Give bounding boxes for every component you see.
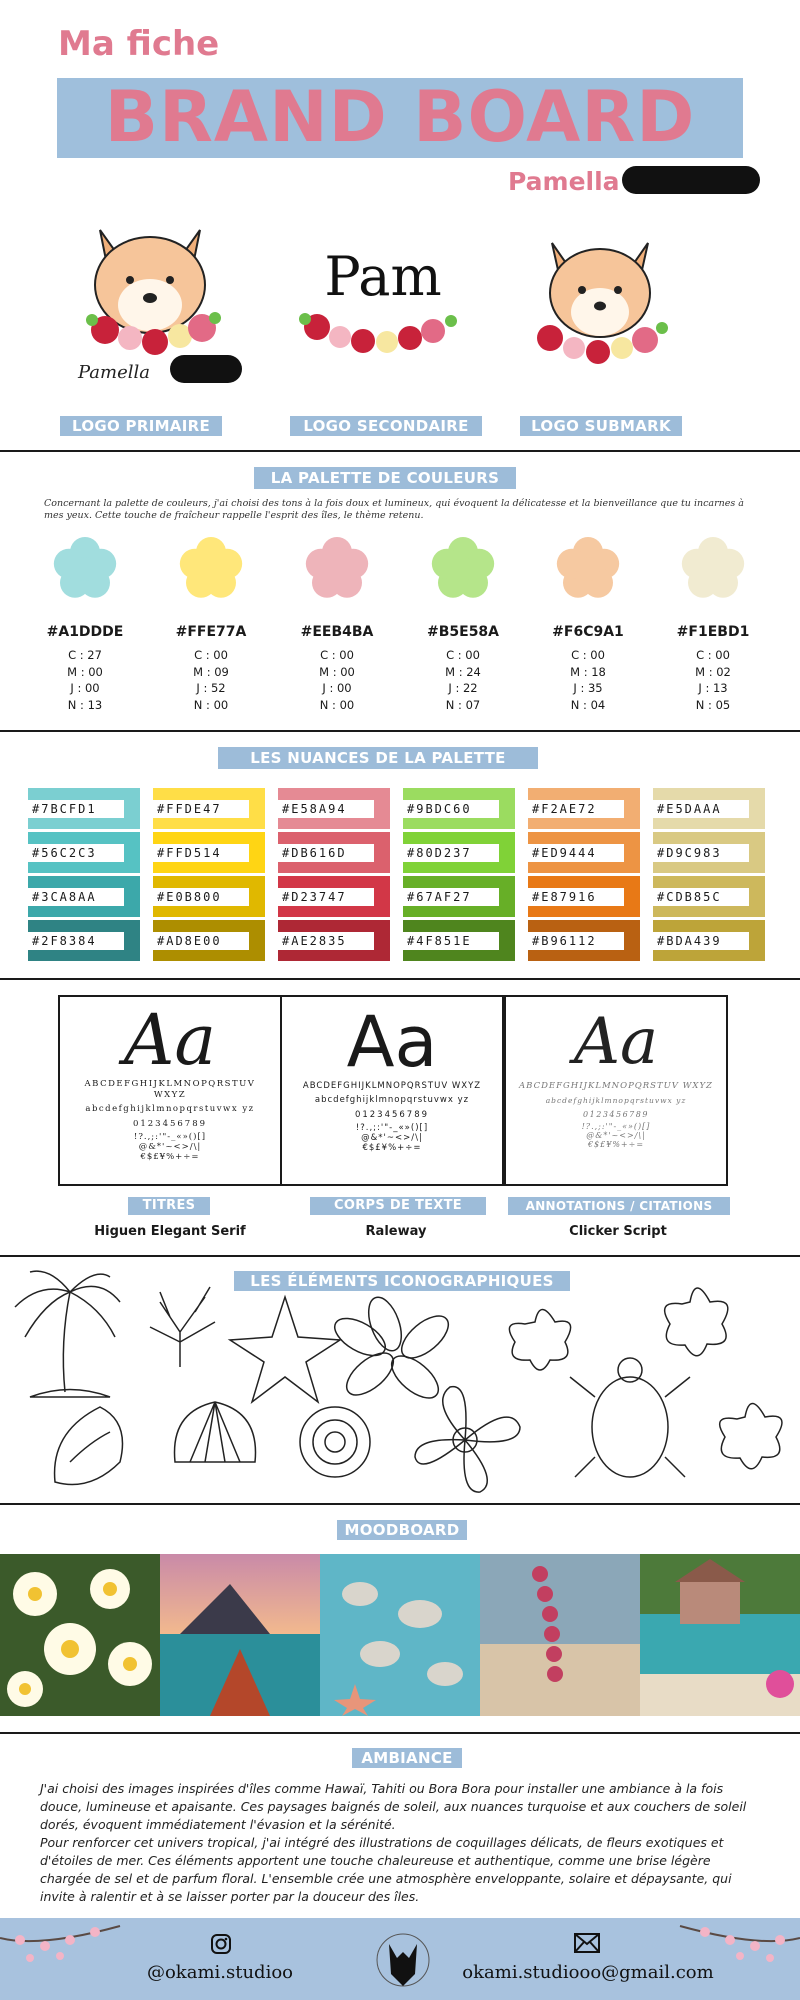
frangipani-icon — [509, 1310, 570, 1371]
photo-pebbles-starfish — [320, 1554, 480, 1716]
lei-flowers-icon — [299, 313, 457, 353]
photo-tropical-cabin — [640, 1554, 800, 1716]
color-cmyk-j: J : 00 — [70, 681, 100, 695]
font-symbols: !?.,;:'"-_«»()[] — [133, 1132, 207, 1142]
color-cmyk-c: C : 00 — [571, 648, 605, 662]
divider — [0, 450, 800, 452]
ambiance-paragraph: J'ai choisi des images inspirées d'îles comme Hawaï, Tahiti ou Bora Bora pour installer une ambiance à la fois douce, lumineuse et apaisante. Ces paysages baignés de soleil, aux nuances turquoise et aux couchers de soleil dorés, évoquent immédiatement l'évasion et la sérénité. — [40, 1781, 747, 1832]
shade-swatch — [653, 876, 765, 917]
shade-swatch — [528, 876, 640, 917]
shade-hex: #E58A94 — [278, 800, 374, 818]
font-name-annotations: Clicker Script — [569, 1224, 667, 1239]
logo-submark — [530, 228, 680, 378]
color-cmyk-j: J : 52 — [196, 681, 226, 695]
coral-icon — [150, 1287, 215, 1367]
shade-hex: #FFD514 — [153, 844, 249, 862]
ambiance-title: AMBIANCE — [352, 1748, 462, 1768]
font-digits: 0123456789 — [354, 1110, 430, 1120]
starfish-icon — [230, 1297, 340, 1402]
font-role-body: CORPS DE TEXTE — [310, 1197, 486, 1215]
divider — [0, 1732, 800, 1734]
shade-swatch — [28, 920, 140, 961]
shade-hex: #AD8E00 — [153, 932, 249, 950]
shade-swatch — [28, 876, 140, 917]
ambiance-paragraph: Pour renforcer cet univers tropical, j'ai intégré des illustrations de coquillages délicats, de fleurs exotiques et d'étoiles de mer. Ces éléments apportent une touche chaleureuse et authentique, comme une brise légère chargée de sel et de parfum floral. L'ensemble crée une atmosphère enveloppante, solaire et dépaysante, qui invite à ralentir et à se laisser porter par la douceur des îles. — [40, 1835, 732, 1904]
instagram-icon — [210, 1933, 232, 1955]
font-symbols: !?.,;:'"-_«»()[] — [355, 1123, 429, 1133]
shade-hex: #56C2C3 — [28, 844, 124, 862]
font-lowercase: abcdefghijklmnopqrstuvwx yz — [545, 1096, 687, 1105]
font-uppercase: ABCDEFGHIJKLMNOPQRSTUV WXYZ — [302, 1081, 482, 1091]
color-cmyk-n: N : 07 — [445, 697, 481, 712]
color-cmyk-j: J : 22 — [448, 681, 478, 695]
color-hex: #B5E58A — [426, 624, 500, 640]
shade-hex: #E87916 — [528, 888, 624, 906]
shade-swatch — [278, 788, 390, 829]
font-symbols: !?.,;:'"-_«»()[] — [581, 1122, 651, 1131]
hibiscus-icon — [415, 1387, 520, 1492]
instagram-handle[interactable]: @okami.studioo — [146, 1962, 294, 1983]
wolf-logo-icon — [375, 1924, 431, 1996]
font-role-titles: TITRES — [128, 1197, 210, 1215]
label-logo-secondary: LOGO SECONDAIRE — [290, 416, 482, 436]
shade-hex: #DB616D — [278, 844, 374, 862]
color-cmyk-n: N : 00 — [319, 697, 355, 712]
scallop-shell-icon — [175, 1402, 256, 1462]
font-symbols: €$£¥%+÷= — [362, 1143, 422, 1153]
font-sample-body — [280, 995, 504, 1186]
shade-swatch — [153, 832, 265, 873]
color-cmyk-c: C : 00 — [194, 648, 228, 662]
font-sample-glyph: Aa — [573, 1005, 659, 1079]
divider — [0, 1255, 800, 1257]
font-symbols: @&*'~<>/\| — [586, 1131, 646, 1140]
shade-swatch — [653, 920, 765, 961]
shade-swatch — [528, 788, 640, 829]
svg-text:Pam: Pam — [324, 245, 442, 308]
font-sample-glyph: Aa — [123, 999, 217, 1081]
shiba-icon — [550, 243, 650, 337]
font-name-body: Raleway — [365, 1224, 427, 1239]
shade-hex: #D23747 — [278, 888, 374, 906]
font-symbols: €$£¥%+÷= — [140, 1152, 200, 1162]
shade-swatch — [653, 788, 765, 829]
shade-hex: #7BCFD1 — [28, 800, 124, 818]
moodboard-title: MOODBOARD — [337, 1520, 467, 1540]
shade-column — [528, 788, 640, 961]
color-cmyk-n: N : 05 — [695, 697, 731, 712]
envelope-icon — [574, 1933, 600, 1953]
font-digits: 0123456789 — [583, 1110, 649, 1119]
shade-hex: #3CA8AA — [28, 888, 124, 906]
color-cmyk-m: M : 09 — [193, 664, 229, 679]
shade-hex: #BDA439 — [653, 932, 749, 950]
color-cmyk-j: J : 35 — [573, 681, 603, 695]
font-uppercase: ABCDEFGHIJKLMNOPQRSTUV WXYZ — [519, 1081, 713, 1091]
color-cmyk-m: M : 00 — [319, 664, 355, 679]
flower-swatch-icon — [677, 533, 749, 605]
divider — [0, 978, 800, 980]
shade-swatch — [403, 788, 515, 829]
font-uppercase: ABCDEFGHIJKLMNOPQRSTUV WXYZ — [84, 1079, 256, 1100]
font-symbols: @&*'~<>/\| — [361, 1133, 423, 1143]
label-logo-primary: LOGO PRIMAIRE — [60, 416, 222, 436]
label-logo-submark: LOGO SUBMARK — [520, 416, 682, 436]
shade-hex: #E0B800 — [153, 888, 249, 906]
color-cmyk-j: J : 13 — [698, 681, 728, 695]
shade-swatch — [403, 832, 515, 873]
shade-swatch — [653, 832, 765, 873]
flower-swatch-icon — [427, 533, 499, 605]
header-subtitle: Ma fiche — [58, 24, 220, 64]
shade-swatch — [403, 876, 515, 917]
snail-shell-icon — [300, 1407, 370, 1477]
email-address[interactable]: okami.studiooo@gmail.com — [462, 1962, 714, 1983]
logo-secondary — [295, 245, 470, 375]
shade-swatch — [278, 876, 390, 917]
shade-hex: #B96112 — [528, 932, 624, 950]
shade-swatch — [278, 920, 390, 961]
shade-swatch — [528, 832, 640, 873]
page-title: BRAND BOARD — [104, 76, 696, 158]
shade-hex: #2F8384 — [28, 932, 124, 950]
shade-swatch — [403, 920, 515, 961]
shade-swatch — [528, 920, 640, 961]
font-lowercase: abcdefghijklmnopqrstuvwx yz — [314, 1095, 470, 1105]
font-symbols: €$£¥%+÷= — [587, 1140, 645, 1149]
iconography-illustrations — [10, 1262, 790, 1502]
color-cmyk-n: N : 13 — [67, 697, 103, 712]
plumeria-icon — [720, 1404, 782, 1469]
divider — [0, 730, 800, 732]
shade-hex: #AE2835 — [278, 932, 374, 950]
shade-hex: #FFDE47 — [153, 800, 249, 818]
color-cmyk-m: M : 00 — [67, 664, 103, 679]
shade-hex: #D9C983 — [653, 844, 749, 862]
cherry-blossom-branch-icon — [0, 1918, 130, 1978]
logo-primary — [70, 210, 250, 390]
photo-lei-beach — [480, 1554, 640, 1716]
flower-swatch-icon — [552, 533, 624, 605]
flower-swatch-icon — [49, 533, 121, 605]
flower-swatch-icon — [175, 533, 247, 605]
color-hex: #F1EBD1 — [676, 624, 750, 640]
plumeria-icon — [329, 1293, 456, 1406]
font-name-titles: Higuen Elegant Serif — [94, 1224, 246, 1239]
color-cmyk-n: N : 04 — [570, 697, 606, 712]
shade-hex: #9BDC60 — [403, 800, 499, 818]
shade-hex: #4F851E — [403, 932, 499, 950]
shade-column — [403, 788, 515, 961]
color-hex: #A1DDDE — [46, 624, 124, 640]
color-hex: #FFE77A — [175, 624, 247, 640]
color-cmyk-c: C : 00 — [696, 648, 730, 662]
shade-column — [28, 788, 140, 961]
font-sample-annotations — [504, 995, 728, 1186]
photo-frangipani-flowers — [0, 1554, 160, 1716]
color-hex: #F6C9A1 — [552, 624, 624, 640]
shade-swatch — [278, 832, 390, 873]
font-symbols: @&*'~<>/\| — [138, 1142, 202, 1152]
shade-swatch — [28, 788, 140, 829]
font-sample-glyph: Aa — [346, 1001, 438, 1083]
shade-hex: #CDB85C — [653, 888, 749, 906]
color-cmyk-m: M : 18 — [570, 664, 606, 679]
frangipani-icon — [665, 1288, 728, 1356]
font-digits: 0123456789 — [132, 1119, 208, 1129]
client-name: Pamella — [508, 167, 620, 196]
color-cmyk-m: M : 24 — [445, 664, 481, 679]
photo-boat-sunset — [160, 1554, 320, 1716]
color-cmyk-c: C : 00 — [320, 648, 354, 662]
sea-turtle-icon — [570, 1358, 690, 1477]
palette-title: LA PALETTE DE COULEURS — [254, 467, 516, 489]
redaction-mark — [622, 166, 760, 194]
shades-title: LES NUANCES DE LA PALETTE — [218, 747, 538, 769]
shade-hex: #F2AE72 — [528, 800, 624, 818]
icons-title: LES ÉLÉMENTS ICONOGRAPHIQUES — [234, 1271, 570, 1291]
shade-hex: #ED9444 — [528, 844, 624, 862]
shade-column — [653, 788, 765, 961]
color-cmyk-c: C : 27 — [68, 648, 102, 662]
shade-swatch — [153, 788, 265, 829]
divider — [0, 1503, 800, 1505]
color-cmyk-j: J : 00 — [322, 681, 352, 695]
flower-swatch-icon — [301, 533, 373, 605]
font-sample-titles — [58, 995, 282, 1186]
color-cmyk-c: C : 00 — [446, 648, 480, 662]
color-hex: #EEB4BA — [300, 624, 374, 640]
footer — [0, 1918, 800, 2000]
color-cmyk-m: M : 02 — [695, 664, 731, 679]
svg-text:Pamella: Pamella — [78, 362, 150, 383]
conch-shell-icon — [55, 1407, 123, 1485]
shade-column — [278, 788, 390, 961]
font-lowercase: abcdefghijklmnopqrstuvwx yz — [85, 1104, 255, 1114]
shade-hex: #67AF27 — [403, 888, 499, 906]
palette-intro: Concernant la palette de couleurs, j'ai choisi des tons à la fois doux et lumineux, qui évoquent la délicatesse et la bienveillance que tu incarnes à mes yeux. Cette touche de fraîcheur rappelle l'esprit des îles, le thème retenu. — [44, 498, 744, 521]
shade-swatch — [153, 876, 265, 917]
palm-tree-icon — [15, 1271, 120, 1397]
shade-swatch — [153, 920, 265, 961]
shade-swatch — [28, 832, 140, 873]
shiba-icon — [95, 230, 205, 333]
color-cmyk-n: N : 00 — [193, 697, 229, 712]
shade-column — [153, 788, 265, 961]
shade-hex: #E5DAAA — [653, 800, 749, 818]
shade-hex: #80D237 — [403, 844, 499, 862]
font-role-annotations: ANNOTATIONS / CITATIONS — [508, 1197, 730, 1215]
